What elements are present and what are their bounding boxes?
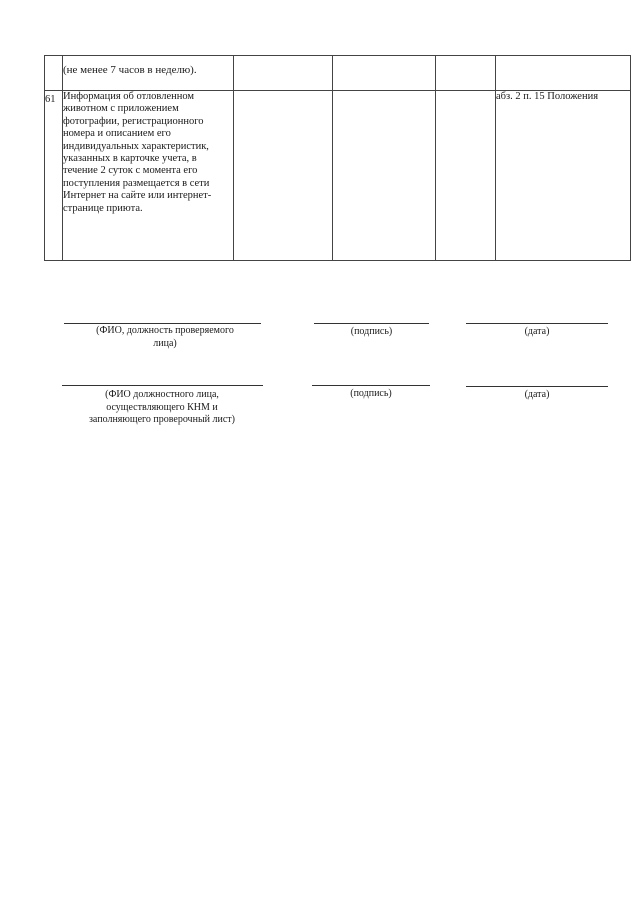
signature-line-1 bbox=[314, 323, 429, 324]
answer-cell-no bbox=[333, 91, 436, 261]
fio-caption-2: (ФИО должностного лица, осуществляющего КНМ и заполняющего проверочный лист) bbox=[88, 389, 235, 425]
row-question: (не менее 7 часов в неделю). bbox=[63, 56, 234, 91]
answer-cell-yes bbox=[234, 56, 333, 91]
fio-line-2 bbox=[62, 385, 263, 386]
table-row bbox=[45, 56, 631, 91]
row-number bbox=[45, 56, 63, 91]
answer-cell-na bbox=[436, 91, 496, 261]
signature-caption-1: (подпись) bbox=[350, 326, 393, 337]
fio-line-1 bbox=[64, 323, 261, 324]
date-caption-1: (дата) bbox=[524, 326, 550, 337]
date-caption-2: (дата) bbox=[524, 389, 550, 400]
answer-cell-na bbox=[436, 56, 496, 91]
signature-line-2 bbox=[312, 385, 430, 386]
answer-cell-no bbox=[333, 56, 436, 91]
table-row bbox=[45, 91, 631, 261]
date-line-2 bbox=[466, 386, 608, 387]
answer-cell-yes bbox=[234, 91, 333, 261]
date-line-1 bbox=[466, 323, 608, 324]
signature-caption-2: (подпись) bbox=[350, 388, 392, 399]
fio-caption-1: (ФИО, должность проверяемого лица) bbox=[96, 325, 234, 349]
row-reference: абз. 2 п. 15 Положения bbox=[496, 91, 631, 261]
row-question: Информация об отловленном животном с приложением фотографии, регистрационного номера и описанием его индивидуальных характеристик, указанных в карточке учета, в течение 2 суток с момента его поступления размещается в сети Интернет на сайте или интернет-странице приюта. bbox=[63, 91, 234, 261]
row-reference bbox=[496, 56, 631, 91]
checklist-table bbox=[44, 55, 631, 261]
row-number: 61 bbox=[45, 91, 63, 261]
